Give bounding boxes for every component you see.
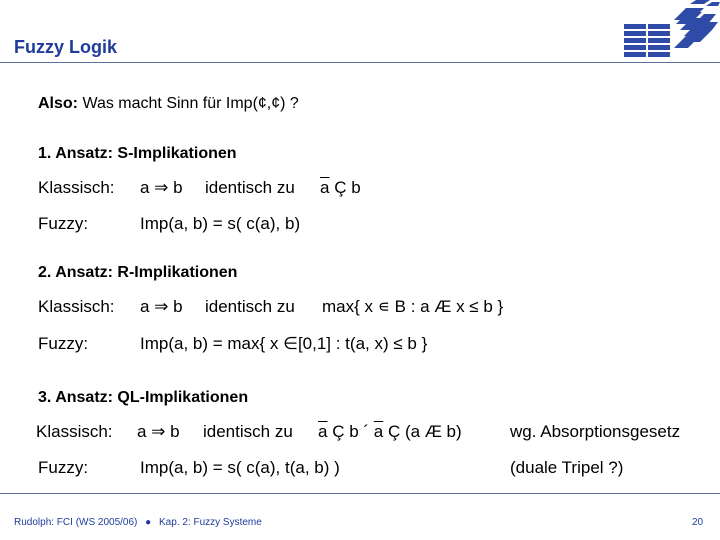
section1-heading: 1. Ansatz: S-Implikationen: [38, 145, 237, 162]
s2-fuzzy-label: Fuzzy:: [38, 334, 89, 353]
title-divider: [0, 62, 720, 63]
university-logo-grid-icon: [620, 0, 720, 62]
s1-classic-rhs: [320, 178, 361, 198]
s3-negated-a-2: $\overline{a}$: [373, 422, 384, 441]
question-text: Was macht Sinn für Imp(¢,¢) ?: [82, 95, 299, 112]
s2-classic-mid: identisch zu: [205, 297, 295, 316]
s1-rhs-rest: Ç b: [334, 178, 361, 197]
s1-classic-label: Klassisch:: [38, 178, 115, 197]
s2-fuzzy-expr: Imp(a, b) = max{ x ∈[0,1] : t(a, x) ≤ b }: [140, 334, 428, 353]
s1-fuzzy-label: Fuzzy:: [38, 214, 89, 233]
slide-title: Fuzzy Logik: [14, 37, 117, 57]
s3-rhs-mid: Ç b ´: [332, 422, 370, 441]
s3-absorption-note: wg. Absorptionsgesetz: [510, 422, 681, 441]
section2-heading: 2. Ansatz: R-Implikationen: [38, 264, 238, 281]
footer-chapter: Kap. 2: Fuzzy Systeme: [159, 517, 262, 528]
s3-fuzzy-label: Fuzzy:: [38, 458, 89, 477]
s1-classic-mid: identisch zu: [205, 178, 295, 197]
s1-negated-a: $\overline{a}$: [320, 178, 330, 197]
question-label: Also:: [38, 95, 78, 112]
s3-rhs-end: Ç (a Æ b): [387, 422, 462, 441]
s2-classic-expr: a ⇒ b: [140, 297, 183, 316]
s3-dual-note: (duale Tripel ?): [510, 458, 624, 477]
question-line: [38, 95, 299, 113]
s1-fuzzy-expr: Imp(a, b) = s( c(a), b): [140, 214, 301, 233]
s2-classic-rhs: max{ x ∊ B : a Æ x ≤ b }: [322, 297, 504, 316]
s3-classic-label: Klassisch:: [36, 422, 113, 441]
footer-divider: [0, 493, 720, 494]
s3-classic-mid: identisch zu: [203, 422, 293, 441]
s3-negated-a-1: $\overline{a}$: [318, 422, 328, 441]
section3-heading: 3. Ansatz: QL-Implikationen: [38, 389, 249, 406]
s1-classic-expr: a ⇒ b: [140, 178, 183, 197]
s3-fuzzy-expr: Imp(a, b) = s( c(a), t(a, b) ): [140, 458, 340, 477]
s3-classic-expr: a ⇒ b: [137, 422, 180, 441]
s2-classic-label: Klassisch:: [38, 297, 115, 316]
footer-course: Rudolph: FCI (WS 2005/06): [14, 517, 138, 528]
s3-classic-rhs: [318, 422, 462, 442]
footer-bullet-icon: ●: [145, 517, 152, 528]
page-number: 20: [692, 517, 704, 528]
footer-text: [14, 517, 262, 528]
